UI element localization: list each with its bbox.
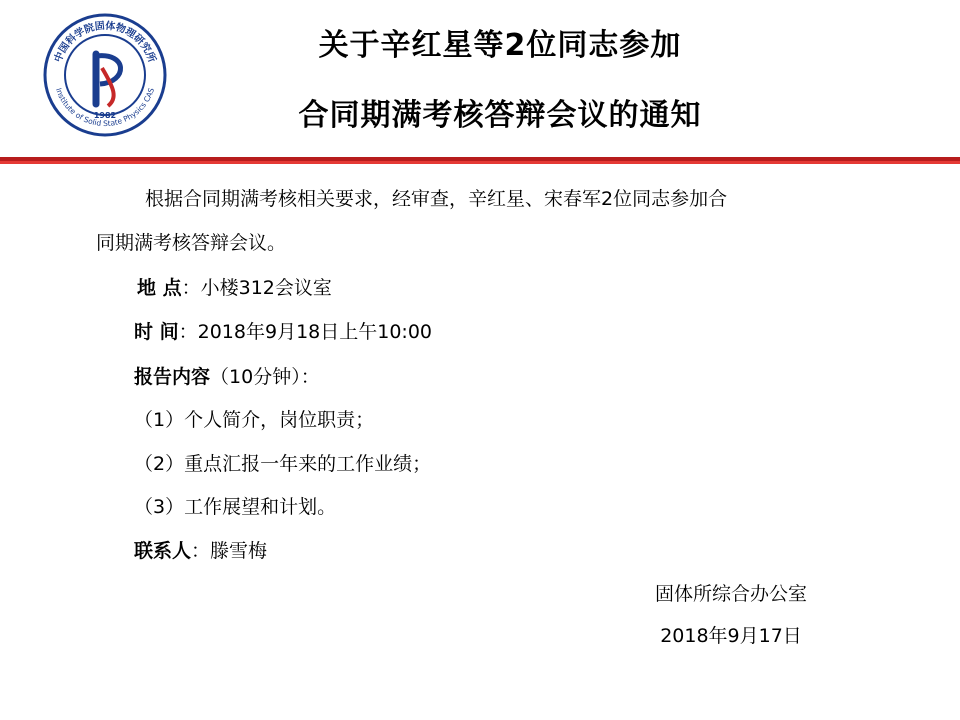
contact-line [134,538,267,564]
institute-seal-icon [42,12,168,138]
report-duration: （10分钟）： [210,366,320,388]
report-label: 报告内容 [134,366,211,388]
notice-paragraph-line-1: 根据合同期满考核相关要求，经审查，辛红星、宋春军2位同志参加合 [145,188,728,210]
institute-logo [42,12,168,138]
report-item-1: （1）个人简介，岗位职责； [134,409,375,431]
location-value: ：小楼312会议室 [181,277,332,299]
header-divider-accent [0,161,960,164]
title-line-2: 合同期满考核答辩会议的通知 [298,98,702,133]
notice-paragraph-line-2: 同期满考核答辩会议。 [96,232,287,254]
location-label: 地 点 [137,277,182,299]
report-line [134,364,320,390]
svg-text:中国科学院固体物理研究所: 中国科学院固体物理研究所 [52,20,158,64]
svg-text:Institute of Solid State Physi: Institute of Solid State Physics CAS [54,86,156,129]
location-line [137,275,332,301]
title-line-1: 关于辛红星等2位同志参加 [318,28,682,63]
time-line [134,319,432,345]
contact-label: 联系人 [134,540,192,562]
report-item-2: （2）重点汇报一年来的工作业绩； [134,453,432,475]
issuing-office: 固体所综合办公室 [654,583,807,605]
report-item-3: （3）工作展望和计划。 [134,496,337,518]
svg-text:1982: 1982 [93,111,117,120]
issue-date: 2018年9月17日 [660,625,802,647]
contact-value: ：滕雪梅 [191,540,268,562]
time-value: ：2018年9月18日上午10:00 [178,321,432,343]
time-label: 时 间 [134,321,179,343]
